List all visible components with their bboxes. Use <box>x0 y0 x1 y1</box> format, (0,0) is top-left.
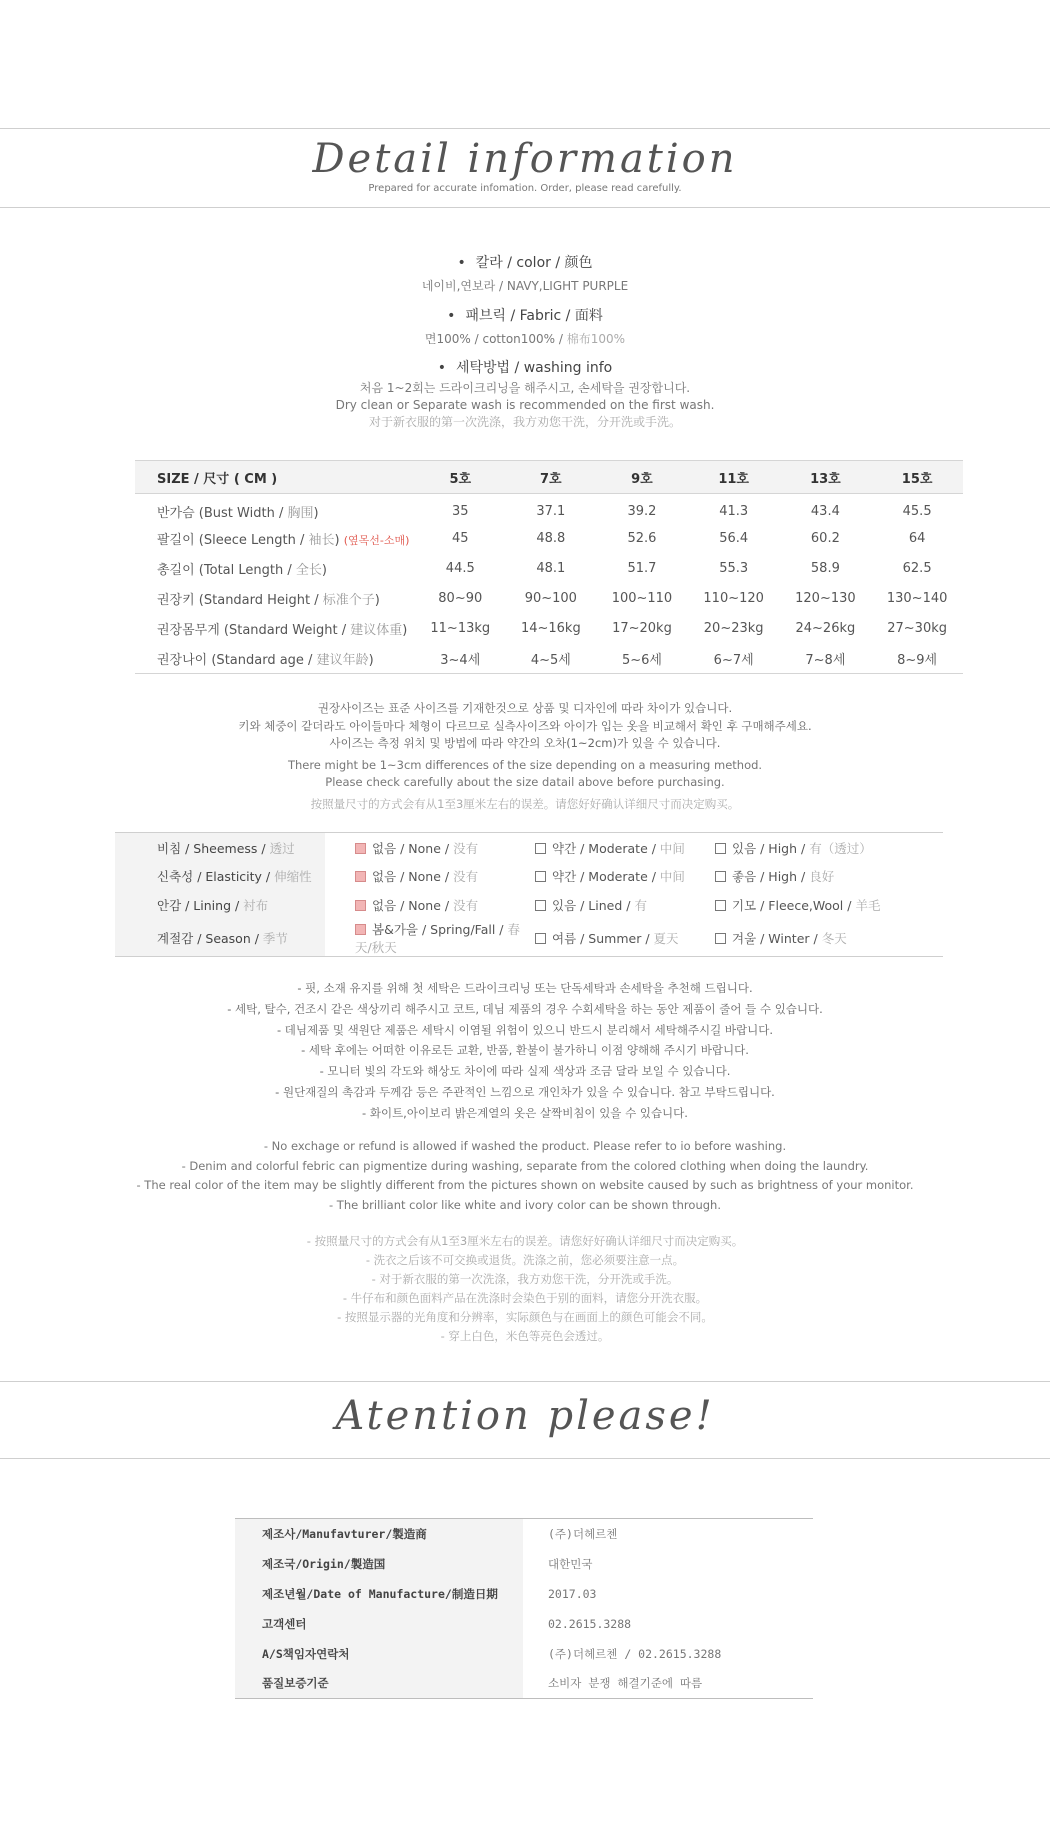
fabric-label-text: 안감 / Lining / <box>157 898 244 913</box>
checkbox-checked-icon <box>355 843 366 854</box>
manufacturer-key: 제조사/Manufavturer/製造商 <box>235 1519 523 1549</box>
fabric-option <box>715 891 943 920</box>
size-row-label-end: ) <box>368 652 374 668</box>
fabric-option-text: 없음 / None / <box>372 898 454 913</box>
size-cell: 11~13kg <box>430 621 491 636</box>
size-cell: 48.1 <box>536 561 566 576</box>
size-header-5: 5호 <box>415 461 506 494</box>
fabric-option <box>715 862 943 891</box>
size-cell: 51.7 <box>627 561 657 576</box>
size-row-label-text: 권장나이 (Standard age / <box>157 652 317 668</box>
color-value: 네이비,연보라 / NAVY,LIGHT PURPLE <box>421 279 629 293</box>
size-cell: 35 <box>452 503 469 519</box>
checkbox-empty-icon <box>715 843 726 854</box>
size-header-7: 7호 <box>506 461 597 494</box>
checkbox-checked-icon <box>355 871 366 882</box>
care-note-cn: - 穿上白色，米色等亮色会透过。 <box>440 1329 610 1343</box>
care-note-en: - The real color of the item may be slightly different from the pictures shown on website caused by such as brightness of your monitor. <box>136 1178 914 1192</box>
manufacturer-value: 대한민국 <box>548 1556 593 1571</box>
manufacturer-key: A/S책임자연락처 <box>235 1639 523 1669</box>
size-row-label-end: ) <box>321 563 327 578</box>
size-row-label-text: 총길이 (Total Length / <box>157 563 296 578</box>
checkbox-checked-icon <box>355 900 366 911</box>
fabric-option-cn: 羊毛 <box>855 898 881 913</box>
size-cell: 48.8 <box>536 531 566 546</box>
size-row-label <box>135 584 415 614</box>
size-notice-cn: 按照量尺寸的方式会有从1至3厘米左右的误差。请您好好确认详细尺寸而决定购买。 <box>310 796 740 811</box>
fabric-label-text: 신축성 / Elasticity / <box>157 869 275 884</box>
size-cell: 45.5 <box>902 503 932 519</box>
care-note-ko: - 세탁, 탈수, 건조시 같은 색상끼리 해주시고 코트, 데님 제품의 경우 수회세탁을 하는 동안 제품이 줄어 들 수 있습니다. <box>227 1001 823 1016</box>
checkbox-empty-icon <box>535 933 546 944</box>
size-row-label <box>135 494 415 524</box>
bullet-icon: • <box>437 360 446 376</box>
color-info <box>0 252 1050 295</box>
fabric-option-text: 약간 / Moderate / <box>552 841 660 857</box>
care-note-ko: - 화이트,아이보리 밝은계열의 옷은 살짝비침이 있을 수 있습니다. <box>362 1105 688 1120</box>
fabric-option-cn: 春天/秋天 <box>355 921 521 955</box>
size-cell: 43.4 <box>810 503 840 519</box>
size-cell: 39.2 <box>627 503 657 519</box>
size-header-9: 9호 <box>596 461 688 494</box>
checkbox-empty-icon <box>715 871 726 882</box>
size-cell: 14~16kg <box>520 621 581 636</box>
size-cell: 110~120 <box>703 591 764 606</box>
size-row-label-cn: 标准个子 <box>322 593 375 608</box>
fabric-option-text: 기모 / Fleece,Wool / <box>732 898 856 913</box>
fabric-option-cn: 有（透过） <box>809 841 872 857</box>
title-divider <box>0 207 1050 208</box>
size-cell: 130~140 <box>886 591 948 606</box>
care-notes-cn <box>0 1232 1050 1346</box>
size-row-label <box>135 524 415 554</box>
manufacturer-value: 소비자 분쟁 해결기준에 따름 <box>523 1669 813 1699</box>
size-cell: 64 <box>908 531 926 546</box>
manufacturer-value: (주)더헤르첸 / 02.2615.3288 <box>548 1646 722 1661</box>
washing-line-cn: 对于新衣服的第一次洗涤，我方劝您干洗，分开洗或手洗。 <box>368 415 681 429</box>
size-cell: 7~8세 <box>780 644 872 674</box>
washing-line-ko: 처음 1~2회는 드라이크리닝을 해주시고, 손세탁을 권장합니다. <box>359 381 691 395</box>
fabric-option-cn: 中间 <box>659 869 685 884</box>
size-notice-ko-3: 사이즈는 측정 위치 및 방법에 따라 약간의 오차(1~2cm)가 있을 수 있습니다. <box>329 736 721 750</box>
manufacturer-key: 고객센터 <box>235 1609 523 1639</box>
size-notice-en-1: There might be 1~3cm differences of the size depending on a measuring method. <box>287 757 763 772</box>
fabric-option-cn: 中间 <box>659 841 685 857</box>
size-header-15: 15호 <box>871 461 963 494</box>
manufacturer-row <box>235 1669 813 1699</box>
manufacturer-row <box>235 1639 813 1669</box>
fabric-label-cn: 季节 <box>262 930 288 946</box>
fabric-heading: 패브릭 / Fabric / 面料 <box>465 308 603 324</box>
fabric-option <box>325 862 535 891</box>
size-table-row <box>135 554 963 584</box>
fabric-label-cn: 衬布 <box>243 898 269 913</box>
size-cell: 37.1 <box>536 503 566 519</box>
manufacturer-row <box>235 1609 813 1639</box>
size-notice-ko-2: 키와 체중이 같더라도 아이들마다 체형이 다르므로 실측사이즈와 아이가 입는 옷을 비교해서 확인 후 구매해주세요. <box>238 718 812 733</box>
size-cell: 90~100 <box>524 591 577 606</box>
fabric-option <box>715 920 943 957</box>
fabric-row-label <box>115 920 325 957</box>
size-row-label-cn: 建议体重 <box>350 623 403 638</box>
fabric-option-text: 있음 / Lined / <box>552 898 635 913</box>
size-cell: 52.6 <box>627 531 657 546</box>
fabric-option-cn: 良好 <box>809 869 835 884</box>
fabric-option <box>325 891 535 920</box>
size-table-row <box>135 584 963 614</box>
size-cell: 20~23kg <box>703 621 764 636</box>
fabric-label-cn: 伸缩性 <box>274 869 312 884</box>
color-heading: 칼라 / color / 颜色 <box>475 255 593 271</box>
size-table-header <box>135 461 963 494</box>
bullet-icon: • <box>447 308 456 324</box>
fabric-option-text: 없음 / None / <box>372 869 454 884</box>
care-note-ko: - 핏, 소재 유지를 위해 첫 세탁은 드라이크리닝 또는 단독세탁과 손세탁을 추천해 드립니다. <box>297 981 753 995</box>
size-row-label-text: 권장몸무게 (Standard Weight / <box>157 623 351 638</box>
attention-title: Atention please! <box>335 1393 715 1439</box>
care-note-ko: - 모니터 빛의 각도와 해상도 차이에 따라 실제 색상과 조금 달라 보일 수 있습니다. <box>319 1064 731 1079</box>
manufacturer-value: (주)더헤르첸 <box>523 1519 813 1549</box>
fabric-table <box>115 832 943 957</box>
fabric-row-label <box>115 891 325 920</box>
fabric-option <box>535 920 715 957</box>
size-table-row <box>135 614 963 644</box>
washing-heading: 세탁방법 / washing info <box>455 360 613 376</box>
size-table-row <box>135 524 963 554</box>
manufacturer-row <box>235 1519 813 1549</box>
size-header-13: 13호 <box>780 461 872 494</box>
size-row-label-end: ) <box>374 593 380 608</box>
size-header-11: 11호 <box>688 461 780 494</box>
manufacturer-table <box>235 1518 813 1699</box>
fabric-option-cn: 没有 <box>453 869 479 884</box>
detail-subtitle: Prepared for accurate infomation. Order, please read carefully. <box>368 183 682 194</box>
fabric-row-label <box>115 862 325 891</box>
care-note-cn: - 洗衣之后该不可交换或退货。洗涤之前，您必须要注意一点。 <box>365 1253 685 1267</box>
size-cell: 27~30kg <box>887 621 947 636</box>
size-row-label <box>135 554 415 584</box>
fabric-option-text: 약간 / Moderate / <box>552 869 660 884</box>
care-note-ko: - 세탁 후에는 어떠한 이유로든 교환, 반품, 환불이 불가하니 이점 양해해 주시기 바랍니다. <box>301 1043 749 1058</box>
size-notice <box>0 700 1050 813</box>
size-cell: 45 <box>452 531 469 546</box>
checkbox-empty-icon <box>535 871 546 882</box>
care-notes-ko <box>0 978 1050 1124</box>
care-note-en: - Denim and colorful febric can pigmentize during washing, separate from the colored clothing when doing the laundry. <box>181 1158 869 1173</box>
size-cell: 24~26kg <box>795 621 856 636</box>
fabric-option-cn: 冬天 <box>821 930 847 946</box>
size-row-label-text: 권장키 (Standard Height / <box>157 593 323 608</box>
fabric-option <box>535 862 715 891</box>
fabric-label-text: 계절감 / Season / <box>157 930 263 946</box>
fabric-row <box>115 920 943 957</box>
size-notice-ko-1: 권장사이즈는 표준 사이즈를 기재한것으로 상품 및 디자인에 따라 차이가 있습니다. <box>317 701 733 715</box>
size-cell: 56.4 <box>719 531 749 546</box>
fabric-label-text: 비침 / Sheemess / <box>157 841 270 857</box>
care-note-cn: - 按照显示器的光角度和分辨率，实际颜色与在画面上的颜色可能会不同。 <box>337 1310 713 1324</box>
size-cell: 17~20kg <box>612 621 672 636</box>
fabric-option-text: 있음 / High / <box>732 841 810 857</box>
size-cell: 100~110 <box>611 591 673 606</box>
manufacturer-row <box>235 1549 813 1579</box>
manufacturer-key: 제조국/Origin/製造国 <box>235 1549 523 1579</box>
fabric-option <box>535 833 715 862</box>
size-cell: 4~5세 <box>506 644 597 674</box>
fabric-row <box>115 891 943 920</box>
care-notes-en <box>0 1137 1050 1215</box>
fabric-value: 면100% / cotton100% / <box>424 332 567 346</box>
care-note-en: - The brilliant color like white and ivory color can be shown through. <box>329 1197 721 1212</box>
size-table-row <box>135 644 963 674</box>
fabric-option <box>325 920 535 957</box>
care-note-cn: - 按照量尺寸的方式会有从1至3厘米左右的误差。请您好好确认详细尺寸而决定购买。 <box>306 1234 744 1248</box>
size-cell: 41.3 <box>719 503 749 519</box>
care-note-cn: - 对于新衣服的第一次洗涤，我方劝您干洗，分开洗或手洗。 <box>371 1272 679 1286</box>
size-table <box>135 460 963 674</box>
fabric-row <box>115 862 943 891</box>
manufacturer-row <box>235 1579 813 1609</box>
manufacturer-value: 2017.03 <box>548 1586 597 1601</box>
attention-top-divider <box>0 1381 1050 1382</box>
size-row-label-cn: 袖长 <box>308 533 335 548</box>
manufacturer-key: 제조년월/Date of Manufacture/制造日期 <box>235 1579 523 1609</box>
checkbox-empty-icon <box>535 900 546 911</box>
size-row-label-text: 팔길이 (Sleece Length / <box>157 533 309 548</box>
size-cell: 120~130 <box>795 591 856 606</box>
size-cell: 5~6세 <box>596 644 688 674</box>
manufacturer-value: 02.2615.3288 <box>548 1616 632 1631</box>
fabric-value-cn: 棉布100% <box>566 332 626 346</box>
size-cell: 58.9 <box>810 561 840 576</box>
fabric-row-label <box>115 833 325 862</box>
care-note-ko: - 데님제품 및 색원단 제품은 세탁시 이염될 위험이 있으니 반드시 분리해서 세탁해주시길 바랍니다. <box>276 1022 774 1037</box>
size-row-note: (옆목선-소매) <box>343 534 410 547</box>
size-row-label-end: ) <box>334 533 340 548</box>
checkbox-empty-icon <box>715 933 726 944</box>
fabric-option <box>715 833 943 862</box>
size-cell: 60.2 <box>810 531 840 546</box>
size-row-label-text: 반가슴 (Bust Width / <box>157 505 288 521</box>
manufacturer-key: 품질보증기준 <box>235 1669 523 1699</box>
care-note-cn: - 牛仔布和颜色面料产品在洗涤时会染色于别的面料，请您分开洗衣服。 <box>342 1291 708 1305</box>
care-note-en: - No exchage or refund is allowed if washed the product. Please refer to io before washing. <box>263 1139 787 1153</box>
fabric-option-cn: 有 <box>634 898 647 913</box>
size-cell: 55.3 <box>719 561 749 576</box>
size-header-label: SIZE / 尺寸 ( CM ) <box>135 461 415 494</box>
fabric-option-text: 좋음 / High / <box>732 869 810 884</box>
fabric-option-cn: 没有 <box>453 841 479 857</box>
size-cell: 80~90 <box>438 591 483 606</box>
size-cell: 6~7세 <box>688 644 780 674</box>
detail-title: Detail information <box>312 136 738 182</box>
checkbox-empty-icon <box>715 900 726 911</box>
fabric-option-cn: 夏天 <box>653 930 679 946</box>
size-cell: 8~9세 <box>871 644 963 674</box>
fabric-option-text: 봄&가을 / Spring/Fall / <box>372 921 508 937</box>
size-row-label-end: ) <box>402 623 408 638</box>
checkbox-empty-icon <box>535 843 546 854</box>
fabric-row <box>115 833 943 862</box>
size-row-label <box>135 614 415 644</box>
size-row-label-cn: 胸围 <box>287 505 314 521</box>
size-cell: 44.5 <box>445 561 475 576</box>
size-row-label-cn: 建议年龄 <box>316 652 369 668</box>
washing-line-en: Dry clean or Separate wash is recommended on the first wash. <box>335 398 715 412</box>
size-row-label-end: ) <box>313 505 319 521</box>
size-table-row <box>135 494 963 524</box>
fabric-option <box>325 833 535 862</box>
care-note-ko: - 원단재질의 촉감과 두께감 등은 주관적인 느낌으로 개인차가 있을 수 있습니다. 참고 부탁드립니다. <box>275 1084 775 1099</box>
fabric-option-text: 여름 / Summer / <box>552 930 654 946</box>
size-notice-en-2: Please check carefully about the size datail above before purchasing. <box>325 775 725 789</box>
checkbox-checked-icon <box>355 924 366 935</box>
fabric-option <box>535 891 715 920</box>
fabric-option-text: 없음 / None / <box>372 841 454 857</box>
size-row-label <box>135 644 415 674</box>
fabric-option-text: 겨울 / Winter / <box>732 930 822 946</box>
size-row-label-cn: 全长 <box>295 563 322 578</box>
size-cell: 3~4세 <box>415 644 506 674</box>
fabric-option-cn: 没有 <box>453 898 479 913</box>
attention-bottom-divider <box>0 1458 1050 1459</box>
fabric-info <box>0 305 1050 348</box>
fabric-label-cn: 透过 <box>269 841 295 857</box>
washing-info <box>0 357 1050 431</box>
top-divider <box>0 128 1050 129</box>
size-cell: 62.5 <box>902 561 932 576</box>
bullet-icon: • <box>457 255 466 271</box>
